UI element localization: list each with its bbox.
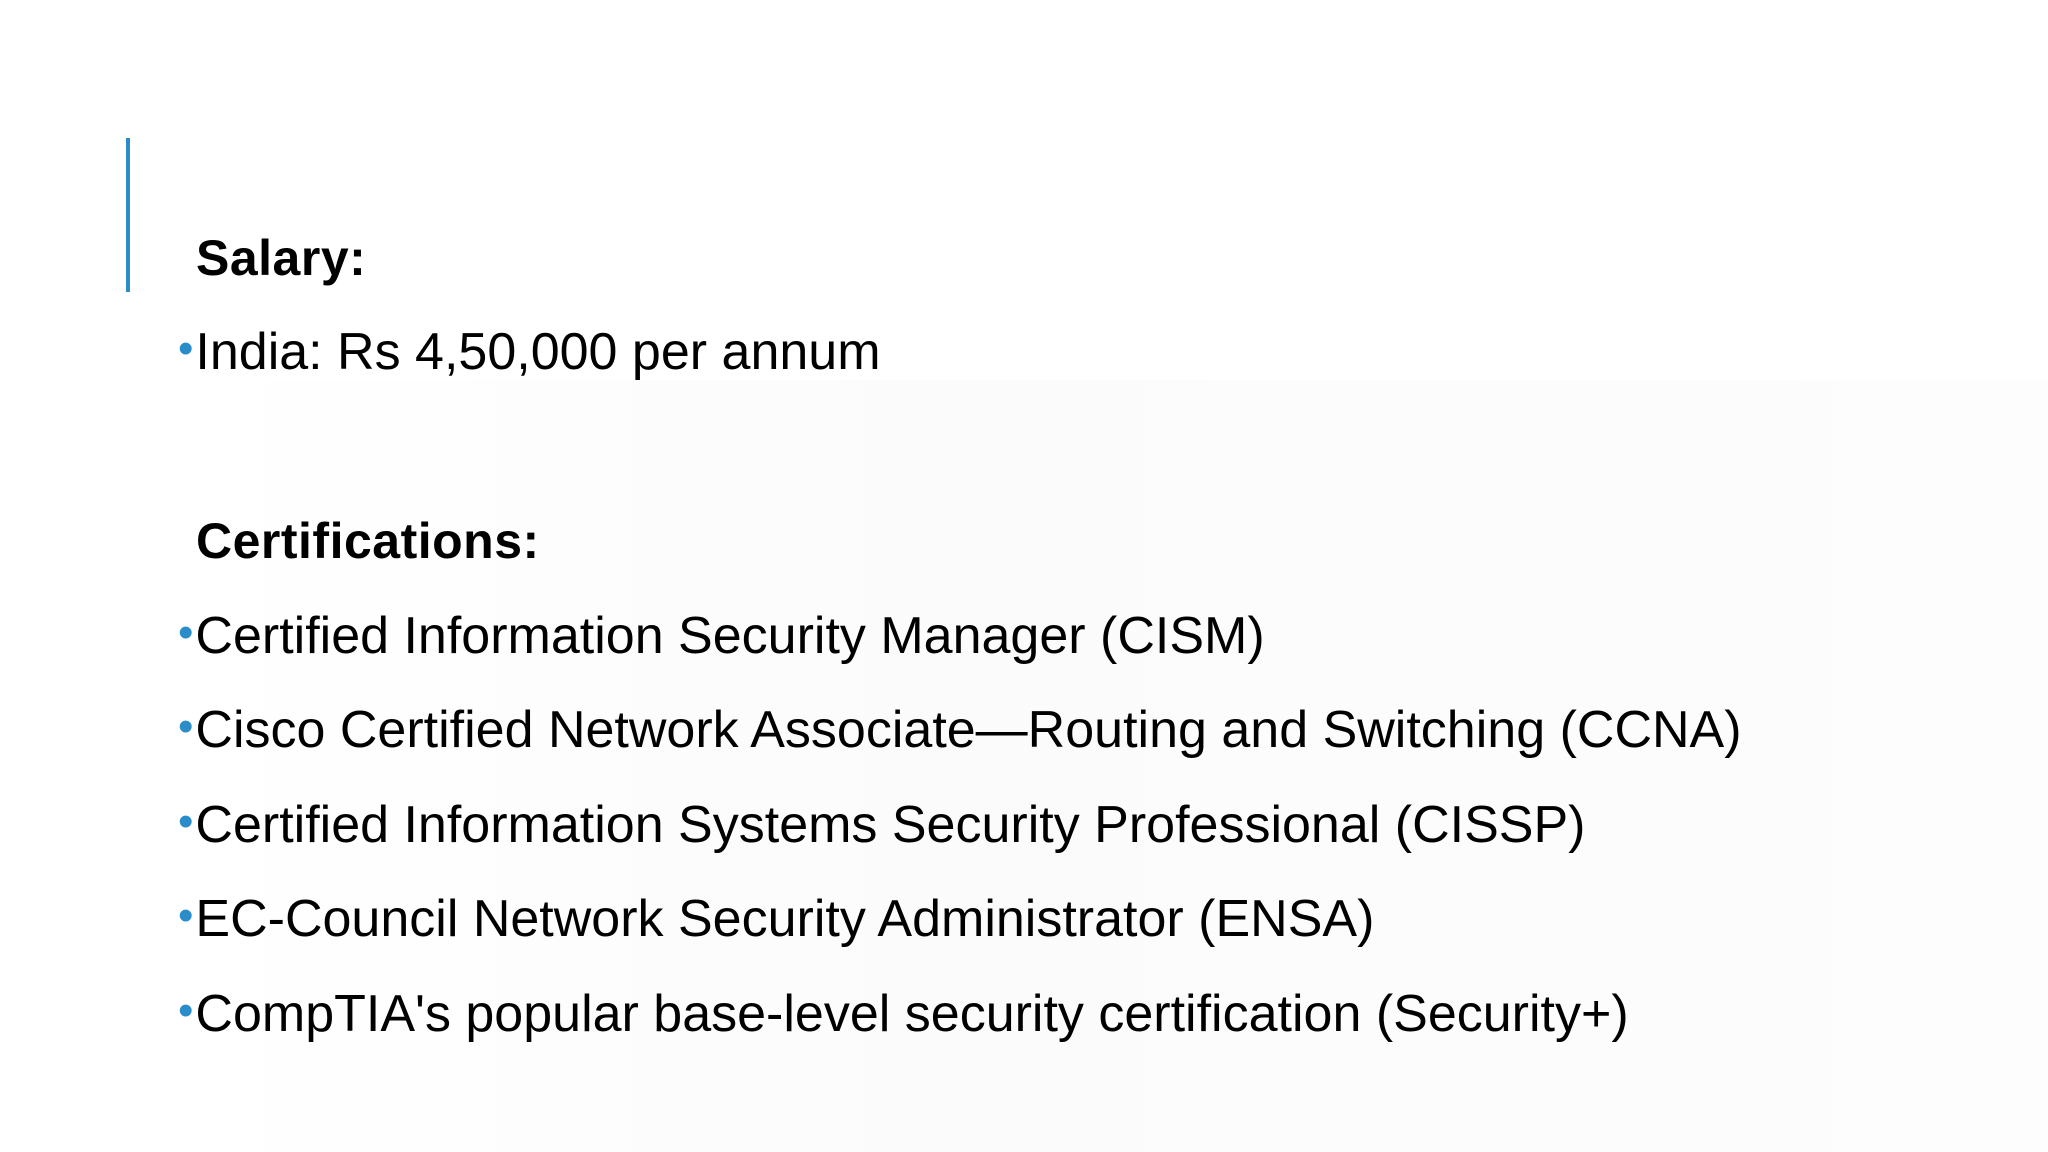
certification-item <box>178 796 1586 854</box>
certification-item-text: Cisco Certified Network Associate—Routing and Switching (CCNA) <box>195 701 1742 759</box>
certification-item-text: Certified Information Security Manager (CISM) <box>195 607 1265 665</box>
bullet-icon: • <box>178 324 194 373</box>
certification-item-text: Certified Information Systems Security Professional (CISSP) <box>195 796 1586 854</box>
salary-heading: Salary: <box>196 230 367 286</box>
certification-item-text: EC-Council Network Security Administrator (ENSA) <box>195 890 1375 948</box>
bullet-icon: • <box>178 797 194 846</box>
bullet-icon: • <box>178 702 194 751</box>
bullet-icon: • <box>178 608 194 657</box>
salary-item-india <box>178 323 881 381</box>
certification-item <box>178 985 1629 1043</box>
certification-item <box>178 607 1265 665</box>
salary-item-text: India: Rs 4,50,000 per annum <box>195 323 881 381</box>
bullet-icon: • <box>178 986 194 1035</box>
certification-item-text: CompTIA's popular base-level security certification (Security+) <box>195 985 1629 1043</box>
certification-item <box>178 890 1375 948</box>
certifications-heading: Certifications: <box>196 513 540 569</box>
accent-bar <box>126 138 130 292</box>
bullet-icon: • <box>178 891 194 940</box>
certification-item <box>178 701 1742 759</box>
